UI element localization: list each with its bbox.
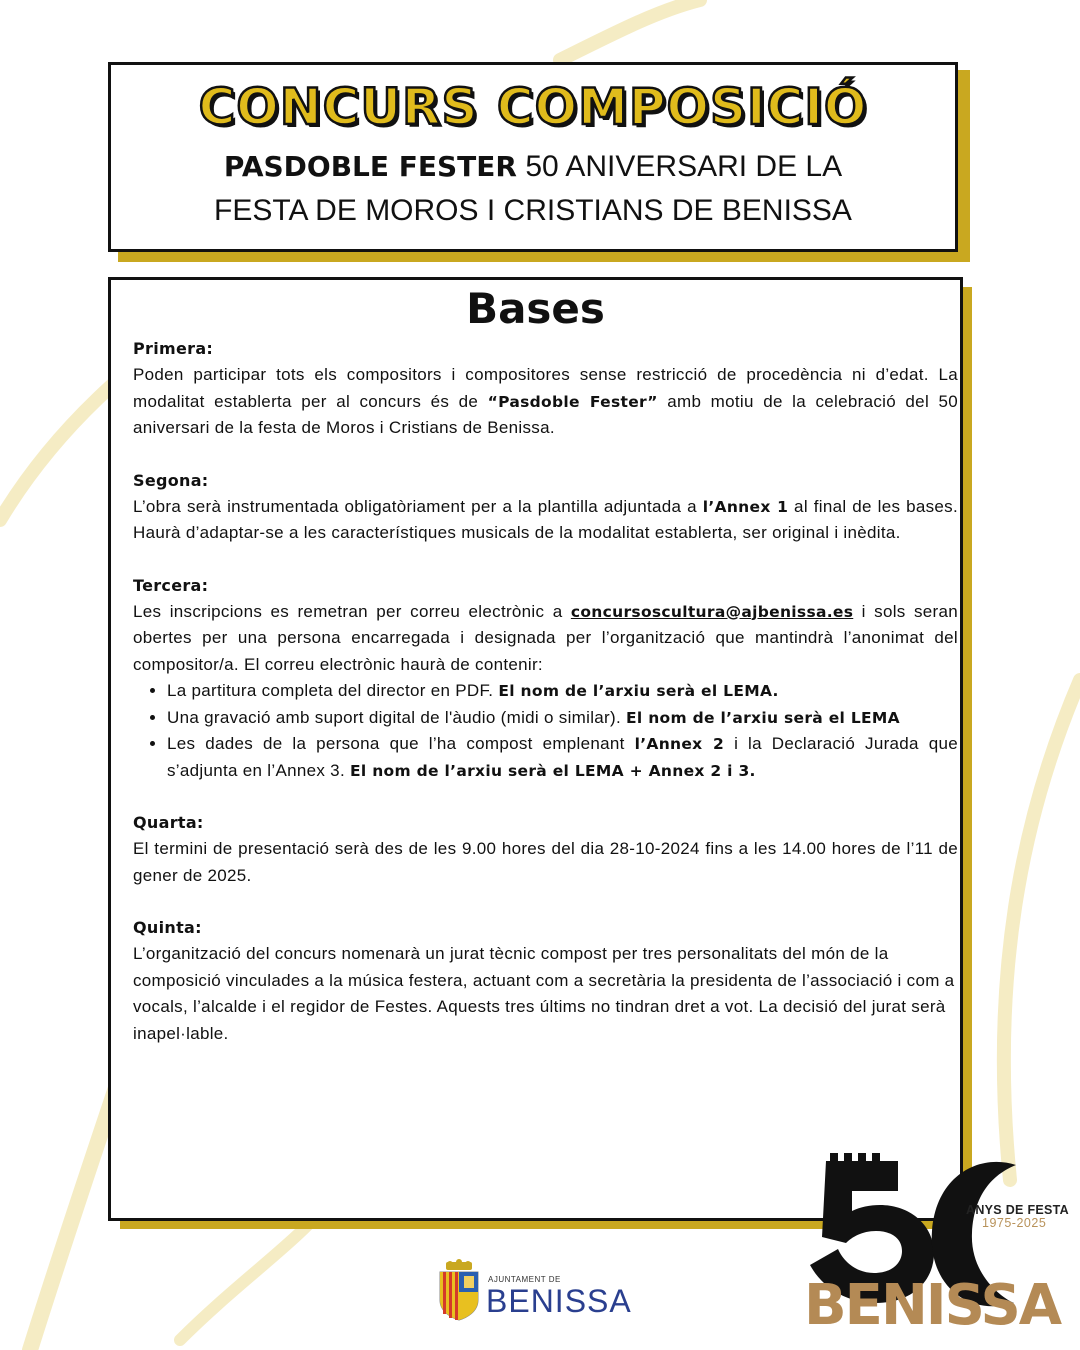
- subtitle-bold: PASDOBLE FESTER: [223, 150, 517, 183]
- anniversary-years: 1975-2025: [982, 1216, 1047, 1230]
- list-item: [167, 705, 958, 732]
- article-heading: Quinta:: [133, 918, 202, 937]
- text-run: Les dades de la persona que l’ha compost emplenant: [167, 734, 635, 753]
- subtitle-line2: FESTA DE MOROS I CRISTIANS DE BENISSA: [214, 194, 852, 227]
- ajuntament-name: BENISSA: [486, 1283, 632, 1319]
- article-text: [133, 599, 958, 679]
- bases-content-box: [108, 277, 963, 1221]
- text-run: L’obra serà instrumentada obligatòriament per a la plantilla adjuntada a: [133, 496, 703, 516]
- article-segona: [133, 468, 958, 547]
- article-heading: Primera:: [133, 339, 214, 358]
- subtitle: [111, 145, 955, 233]
- text-run: Poden participar tots els compositors i compositores sense restricció de procedència ni d’edat. La modalitat establerta per al concurs és de: [133, 365, 958, 411]
- text-run: La partitura completa del director en PDF.: [167, 681, 499, 700]
- article-heading: Quarta:: [133, 813, 204, 832]
- article-tercera: [133, 573, 958, 785]
- text-run: i la Declaració Jurada que s’adjunta en l’Annex 3.: [167, 734, 958, 780]
- bold-run: El nom de l’arxiu serà el LEMA: [626, 708, 900, 727]
- bold-run: El nom de l’arxiu serà el LEMA + Annex 2 i 3.: [350, 761, 756, 780]
- article-text: L’organització del concurs nomenarà un jurat tècnic compost per tres personalitats del món de la composició vinculades a la música festera, actuant com a secretària la presidenta de l’associació i com a vocals, l’alcalde i el regidor de Festes. Aquests tres últims no tindran dret a vot. La decisió del jurat serà inapel·lable.: [133, 944, 955, 1043]
- text-run: al final de les bases. Haurà d’adaptar-se a les característiques musicals de la modalitat establerta, ser original i inèdita.: [133, 496, 958, 542]
- bases-heading: Bases: [466, 284, 605, 333]
- bold-run: l’Annex 1: [702, 497, 789, 516]
- article-primera: [133, 336, 958, 442]
- article-quarta: [133, 810, 958, 889]
- article-text: [133, 494, 958, 547]
- text-run: i sols seran obertes per una persona encarregada i designada per l’organització que mantindrà l’anonimat del compositor/a. El correu electrònic haurà de contenir:: [133, 601, 958, 674]
- text-run: amb motiu de la celebració del 50 aniversari de la festa de Moros i Cristians de Benissa.: [133, 391, 958, 437]
- text-run: Les inscripcions es remetran per correu electrònic a: [133, 601, 571, 621]
- anniversary-town: BENISSA: [804, 1273, 1061, 1338]
- subtitle-line1: 50 ANIVERSARI DE LA: [516, 150, 843, 183]
- anniversary-label: ANYS DE FESTA: [966, 1203, 1069, 1217]
- article-text: [133, 362, 958, 442]
- list-item: [167, 678, 958, 705]
- email-link[interactable]: concursoscultura@ajbenissa.es: [570, 602, 854, 621]
- list-item: [167, 731, 958, 784]
- requirements-list: [133, 678, 958, 784]
- bold-run: l’Annex 2: [634, 735, 725, 753]
- bold-run: “Pasdoble Fester”: [487, 392, 658, 411]
- header-box: [108, 62, 958, 252]
- text-run: Una gravació amb suport digital de l'àudio (midi o similar).: [167, 707, 627, 727]
- page-title: CONCURS COMPOSICIÓ: [198, 78, 868, 136]
- article-heading: Tercera:: [133, 575, 209, 595]
- article-quinta: [133, 915, 958, 1047]
- article-heading: Segona:: [133, 470, 209, 490]
- ajuntament-label: AJUNTAMENT DE: [488, 1275, 561, 1284]
- article-text: El termini de presentació serà des de les 9.00 hores del dia 28-10-2024 fins a les 14.00 hores de l’11 de gener de 2025.: [133, 839, 958, 885]
- bold-run: El nom de l’arxiu serà el LEMA.: [498, 682, 779, 700]
